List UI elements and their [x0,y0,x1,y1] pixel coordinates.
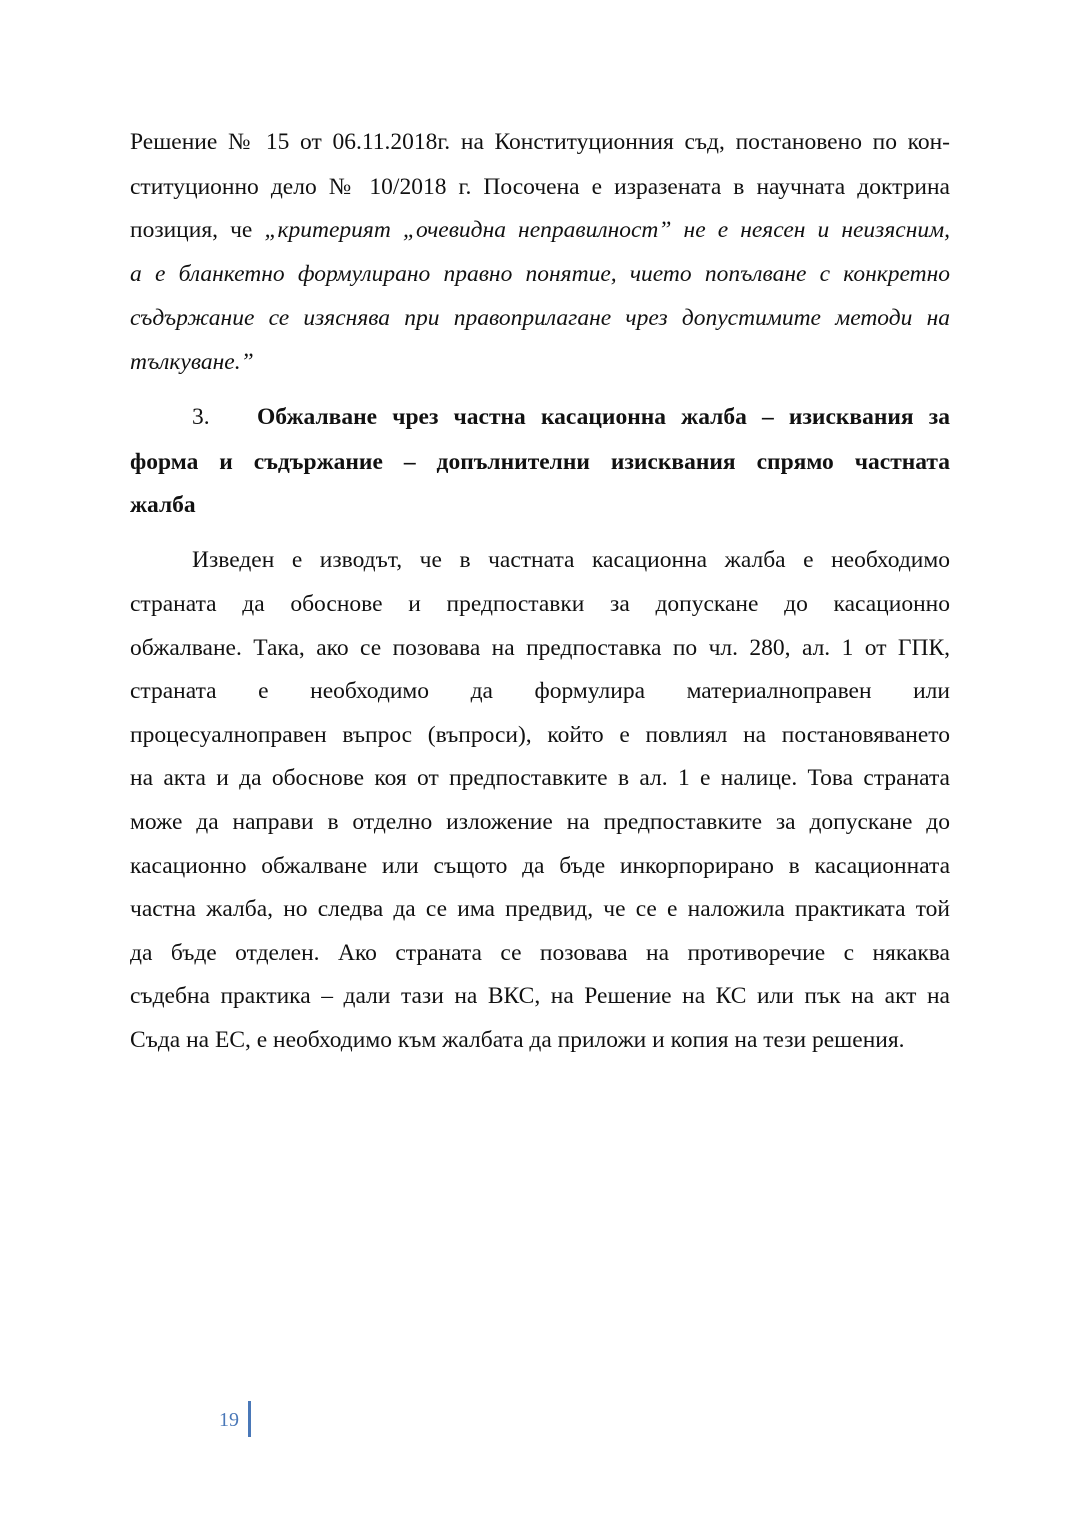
page-number: 19 [219,1409,239,1431]
paragraph-2-line-2: страната да обоснове и предпоставки за допускане до касационно [130,591,950,617]
page-number-rule [248,1401,251,1437]
paragraph-2-line-9: частна жалба, но следва да се има предвид, че се е наложила практиката той [130,896,950,922]
paragraph-1-line-4: а е бланкетно формулирано правно понятие, чието попълване с конкретно [130,261,950,287]
heading-number: 3. [192,404,210,430]
paragraph-1-line-3-normal: позиция, че [130,217,265,243]
paragraph-1-line-2: ституционно дело № 10/2018 г. Посочена е изразената в научната доктрина [130,174,950,200]
paragraph-2-line-6: на акта и да обоснове коя от предпоставките в ал. 1 е налице. Това страната [130,765,950,791]
paragraph-2-line-4: страната е необходимо да формулира материалноправен или [130,678,950,704]
heading-line-2: форма и съдържание – допълнителни изисквания спрямо частната [130,449,950,475]
paragraph-2-line-5: процесуалноправен въпрос (въпроси), който е повлиял на постановяването [130,722,950,748]
heading-line-3: жалба [130,492,196,518]
paragraph-1-line-5: съдържание се изяснява при правоприлагане чрез допустимите методи на [130,305,950,331]
paragraph-1-quote-start: „критерият „очевидна неправилност” не е неясен и неизясним, [264,217,950,243]
paragraph-1-line-1: Решение № 15 от 06.11.2018г. на Конституционния съд, постановено по кон- [130,129,950,155]
paragraph-2-line-11: съдебна практика – дали тази на ВКС, на Решение на КС или пък на акт на [130,983,950,1009]
paragraph-2-line-10: да бъде отделен. Ако страната се позовава на противоречие с някаква [130,940,950,966]
paragraph-2-line-7: може да направи в отделно изложение на предпоставките за допускане до [130,809,950,835]
paragraph-1-line-3 [130,215,950,245]
paragraph-1-line-6: тълкуване.” [130,349,254,375]
paragraph-2-line-3: обжалване. Така, ако се позовава на предпоставка по чл. 280, ал. 1 от ГПК, [130,635,950,661]
paragraph-2-line-8: касационно обжалване или същото да бъде инкорпорирано в касационната [130,853,950,879]
paragraph-2-line-12: Съда на ЕС, е необходимо към жалбата да приложи и копия на тези решения. [130,1027,905,1053]
paragraph-2-line-1: Изведен е изводът, че в частната касационна жалба е необходимо [192,547,950,573]
heading-line-1: Обжалване чрез частна касационна жалба – изисквания за [257,404,950,430]
